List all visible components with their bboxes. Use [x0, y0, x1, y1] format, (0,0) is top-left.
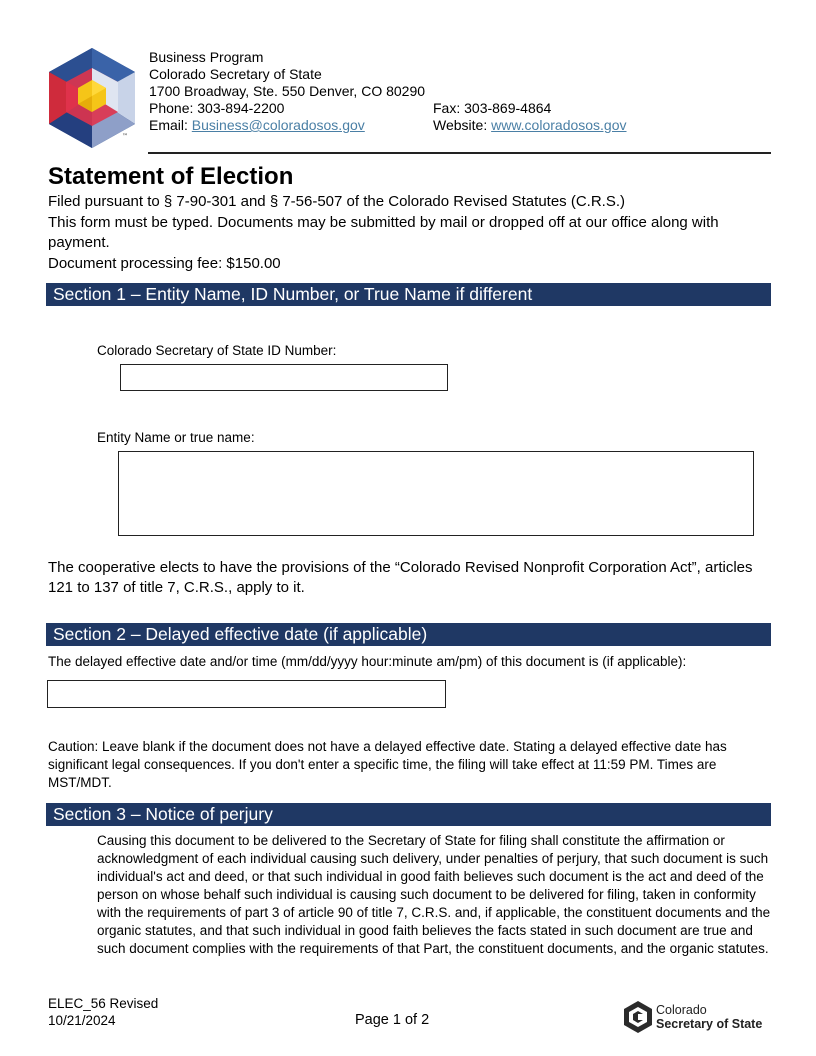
website-label: Website: [433, 117, 492, 133]
email-label: Email: [149, 117, 192, 133]
footer-hexagon-icon [622, 1000, 654, 1034]
page-number: Page 1 of 2 [355, 1012, 430, 1028]
intro-text [48, 192, 770, 274]
intro-filed-pursuant: Filed pursuant to § 7-90-301 and § 7-56-507 of the Colorado Revised Statutes (C.R.S.) [48, 193, 625, 210]
sos-id-input[interactable] [120, 364, 448, 391]
revised-label: Revised [105, 996, 159, 1011]
page-title: Statement of Election [48, 163, 294, 190]
header-org: Colorado Secretary of State [149, 66, 322, 82]
header-address: 1700 Broadway, Ste. 550 Denver, CO 80290 [149, 83, 426, 99]
sos-id-label: Colorado Secretary of State ID Number: [97, 343, 337, 358]
colorado-sos-hexagon-logo [46, 46, 138, 150]
entity-name-label: Entity Name or true name: [97, 430, 255, 445]
intro-instructions: This form must be typed. Documents may be submitted by mail or dropped off at our office along with payment. [48, 213, 719, 251]
header-website [433, 117, 627, 134]
section-1-heading: Section 1 – Entity Name, ID Number, or True Name if different [46, 283, 771, 306]
header-program: Business Program [149, 49, 264, 65]
entity-name-input[interactable] [118, 451, 754, 536]
trademark-symbol: ™ [122, 133, 128, 140]
revised-date: 10/21/2024 [48, 1013, 116, 1028]
header-fax: Fax: 303-869-4864 [433, 100, 552, 116]
footer-sos-logo [622, 1000, 772, 1034]
website-link[interactable]: www.coloradosos.gov [491, 117, 627, 133]
footer-logo-colorado: Colorado [656, 1003, 707, 1017]
form-code: ELEC_56 [48, 996, 106, 1011]
perjury-notice: Causing this document to be delivered to the Secretary of State for filing shall constitute the affirmation or acknowledgment of each individual causing such delivery, under penalties of perjury, that such document is such individual's act and deed, or that such individual in good faith believes such document is the act and deed of the person on whose behalf such individual is causing such document to be delivered for filing, taken in conformity with the requirements of part 3 of article 90 of title 7, C.R.S. and, if applicable, the constituent documents and the organic statutes, and that such individual in good faith believes the facts stated in such document are true and such document complies with the requirements of that Part, the constituent documents, and the organic statutes. [97, 833, 771, 956]
delayed-date-input[interactable] [47, 680, 446, 708]
email-link[interactable]: Business@coloradosos.gov [191, 117, 365, 133]
header-email [149, 117, 365, 134]
footer-logo-sos: Secretary of State [656, 1017, 763, 1031]
header-divider [148, 152, 771, 154]
section-2-heading: Section 2 – Delayed effective date (if applicable) [46, 623, 771, 646]
election-statement: The cooperative elects to have the provisions of the “Colorado Revised Nonprofit Corporation Act”, articles 121 to 137 of title 7, C.R.S., apply to it. [48, 559, 753, 596]
section-3-heading: Section 3 – Notice of perjury [46, 803, 771, 826]
header-phone: Phone: 303-894-2200 [149, 100, 285, 116]
caution-text: Caution: Leave blank if the document does not have a delayed effective date. Stating a delayed effective date has significant legal consequences. If you don't enter a specific time, the filing will take effect at 11:59 PM. Times are MST/MDT. [48, 739, 727, 790]
intro-fee: Document processing fee: $150.00 [48, 254, 281, 272]
delayed-date-label: The delayed effective date and/or time (mm/dd/yyyy hour:minute am/pm) of this document is (if applicable): [48, 654, 687, 669]
form-id [48, 995, 158, 1012]
